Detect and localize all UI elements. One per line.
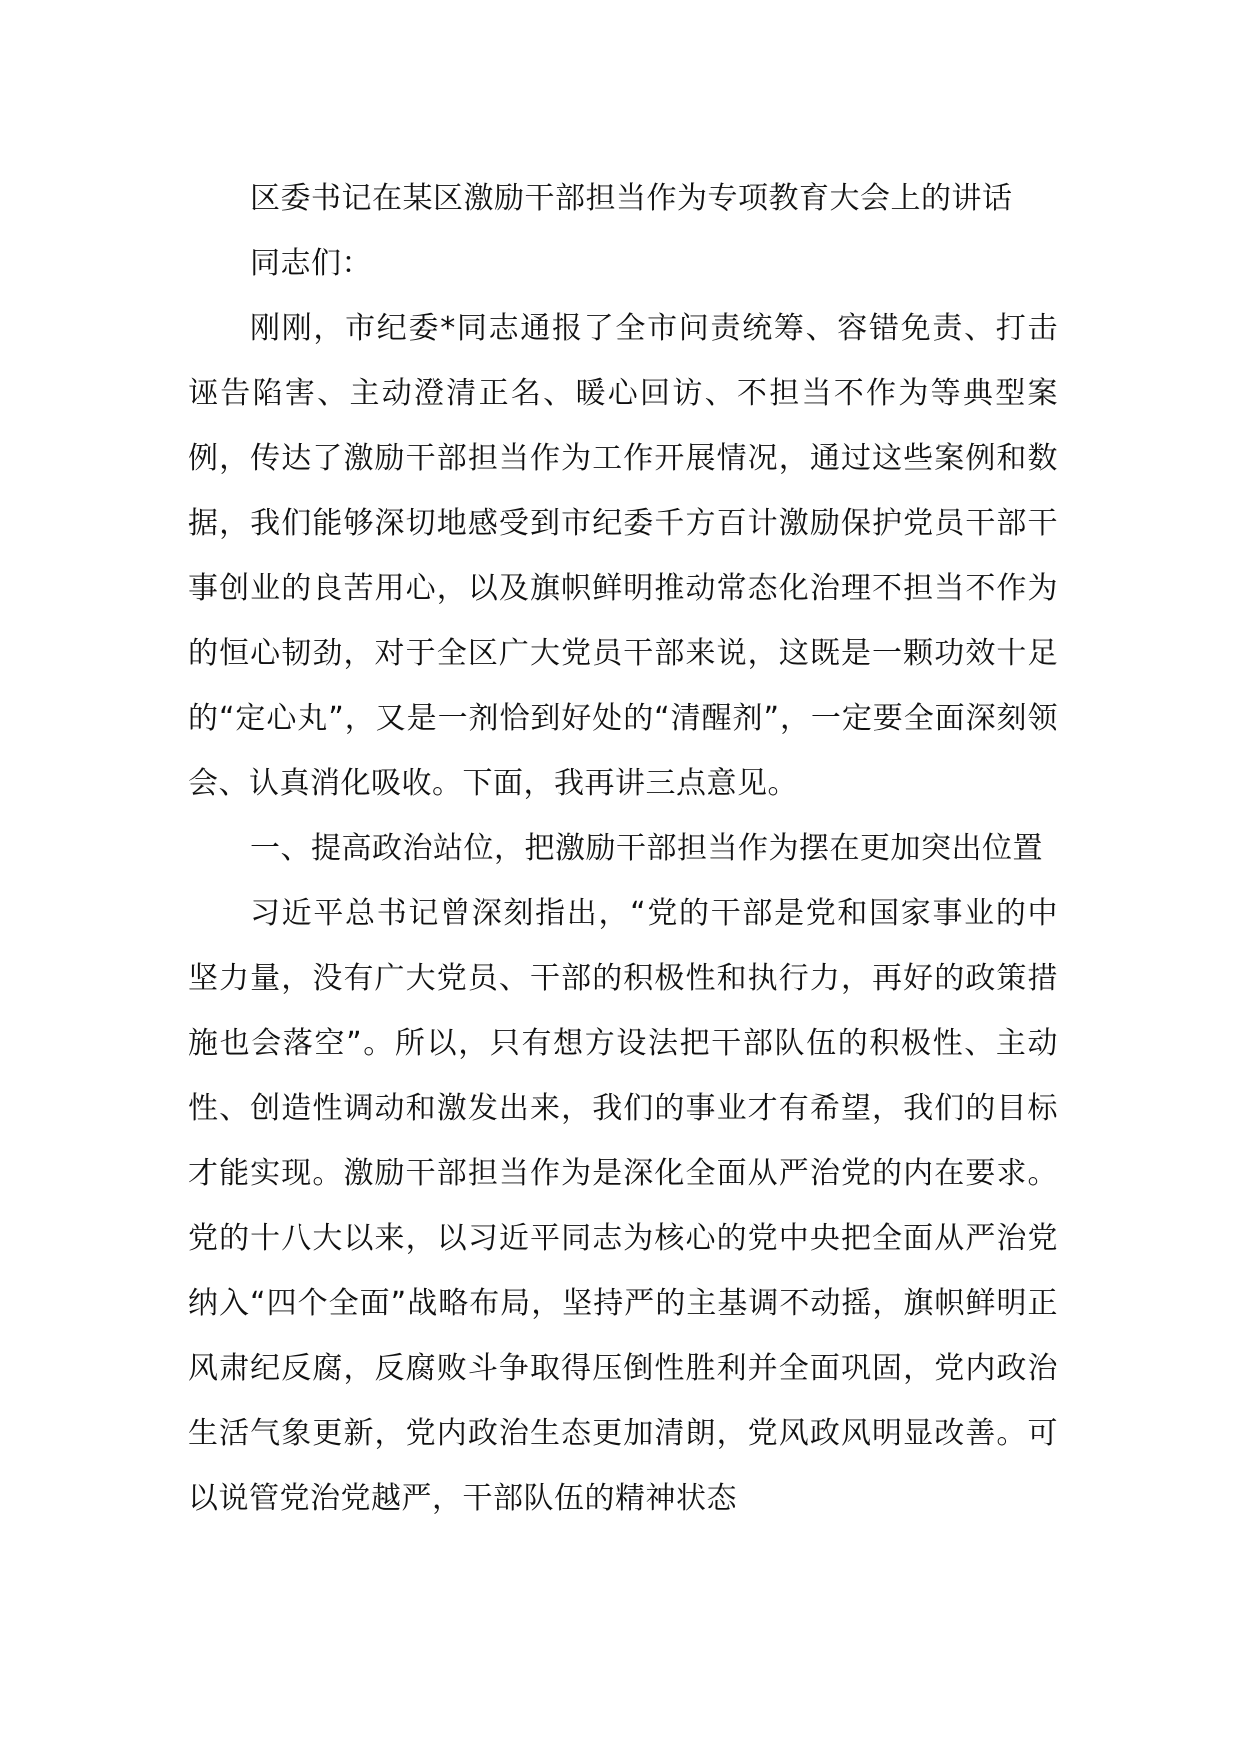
section-heading-1: 一、提高政治站位，把激励干部担当作为摆在更加突出位置: [250, 831, 1043, 866]
document-title: 区委书记在某区激励干部担当作为专项教育大会上的讲话: [250, 181, 1013, 216]
paragraph-intro: 刚刚，市纪委*同志通报了全市问责统筹、容错免责、打击诬告陷害、主动澄清正名、暖心回访、不担当不作为等典型案例，传达了激励干部担当作为工作开展情况，通过这些案例和数据，我们能够深切地感受到市纪委千方百计激励保护党员干部干事创业的良苦用心，以及旗帜鲜明推动常态化治理不担当不作为的恒心韧劲，对于全区广大党员干部来说，这既是一颗功效十足的“定心丸”，又是一剂恰到好处的“清醒剂”，一定要全面深刻领会、认真消化吸收。下面，我再讲三点意见。: [188, 311, 1058, 801]
paragraph-section-1: 习近平总书记曾深刻指出，“党的干部是党和国家事业的中坚力量，没有广大党员、干部的积极性和执行力，再好的政策措施也会落空”。所以，只有想方设法把干部队伍的积极性、主动性、创造性调动和激发出来，我们的事业才有希望，我们的目标才能实现。激励干部担当作为是深化全面从严治党的内在要求。党的十八大以来，以习近平同志为核心的党中央把全面从严治党纳入“四个全面”战略布局，坚持严的主基调不动摇，旗帜鲜明正风肃纪反腐，反腐败斗争取得压倒性胜利并全面巩固，党内政治生活气象更新，党内政治生态更加清朗，党风政风明显改善。可以说管党治党越严，干部队伍的精神状态: [188, 896, 1058, 1516]
document-body: [188, 166, 1058, 1531]
salutation: 同志们：: [250, 246, 372, 281]
